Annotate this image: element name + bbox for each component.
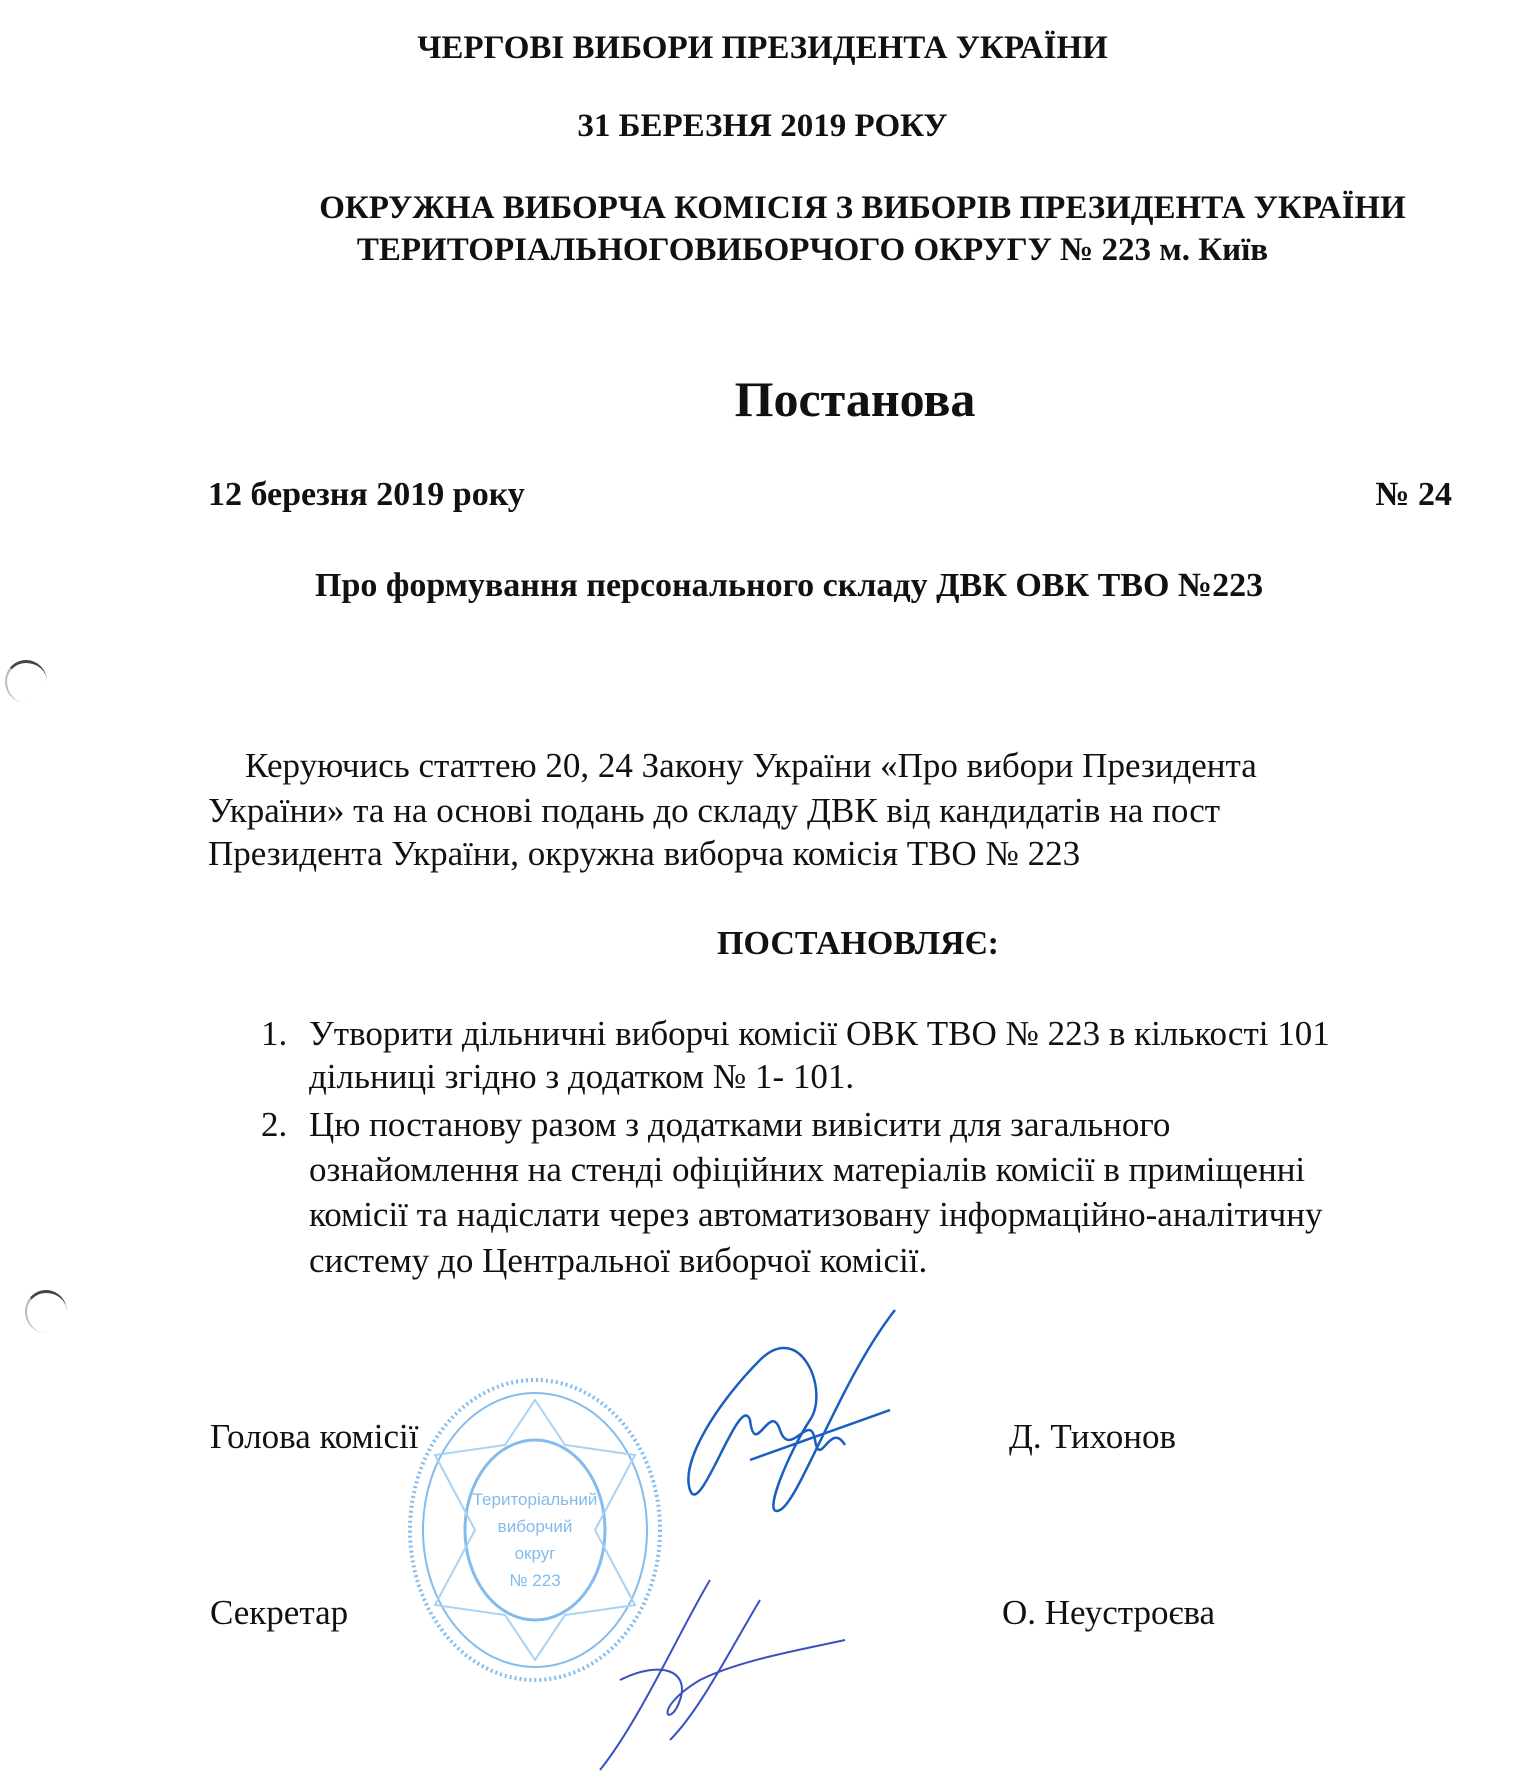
chairman-signature — [640, 1300, 900, 1600]
document-number: № 24 — [1375, 476, 1452, 513]
punch-hole — [5, 660, 47, 703]
item-line: Цю постанову разом з додатками вивісити для загального — [309, 1105, 1171, 1144]
chairman-role: Голова комісії — [210, 1417, 419, 1456]
svg-text:№ 223: № 223 — [509, 1571, 561, 1590]
item-number: 1. — [261, 1014, 288, 1053]
item-line: ознайомлення на стенді офіційних матеріалів комісії в приміщенні — [309, 1150, 1306, 1189]
svg-text:Територіальний: Територіальний — [472, 1490, 598, 1509]
chairman-name: Д. Тихонов — [1009, 1417, 1177, 1456]
document-type: Постанова — [734, 371, 976, 427]
header-commission: ОКРУЖНА ВИБОРЧА КОМІСІЯ З ВИБОРІВ ПРЕЗИДЕНТА УКРАЇНИ — [319, 190, 1406, 226]
item-line: систему до Центральної виборчої комісії. — [309, 1241, 928, 1280]
header-district: ТЕРИТОРІАЛЬНОГОВИБОРЧОГО ОКРУГУ № 223 м. Київ — [356, 232, 1269, 268]
header-date: 31 БЕРЕЗНЯ 2019 РОКУ — [577, 108, 948, 144]
preamble-line: України» та на основі подань до складу ДВК від кандидатів на пост — [208, 791, 1221, 830]
secretary-signature — [580, 1570, 850, 1780]
item-line: дільниці згідно з додатком № 1- 101. — [309, 1057, 855, 1096]
secretary-role: Секретар — [210, 1593, 349, 1632]
preamble-line: Президента України, окружна виборча комісія ТВО № 223 — [208, 834, 1081, 873]
item-line: Утворити дільничні виборчі комісії ОВК ТВО № 223 в кількості 101 — [309, 1014, 1330, 1053]
preamble-line: Керуючись статтею 20, 24 Закону України «Про вибори Президента — [245, 746, 1257, 785]
document-date: 12 березня 2019 року — [208, 476, 525, 513]
document-subject: Про формування персонального складу ДВК ОВК ТВО №223 — [315, 567, 1264, 604]
header-election: ЧЕРГОВІ ВИБОРИ ПРЕЗИДЕНТА УКРАЇНИ — [417, 30, 1108, 66]
item-number: 2. — [261, 1105, 288, 1144]
secretary-name: О. Неустроєва — [1002, 1593, 1216, 1632]
item-line: комісії та надіслати через автоматизовану інформаційно-аналітичну — [309, 1195, 1323, 1234]
svg-text:виборчий: виборчий — [497, 1517, 573, 1536]
resolves-heading: ПОСТАНОВЛЯЄ: — [717, 925, 999, 962]
svg-text:округ: округ — [514, 1544, 556, 1563]
punch-hole — [25, 1290, 67, 1333]
